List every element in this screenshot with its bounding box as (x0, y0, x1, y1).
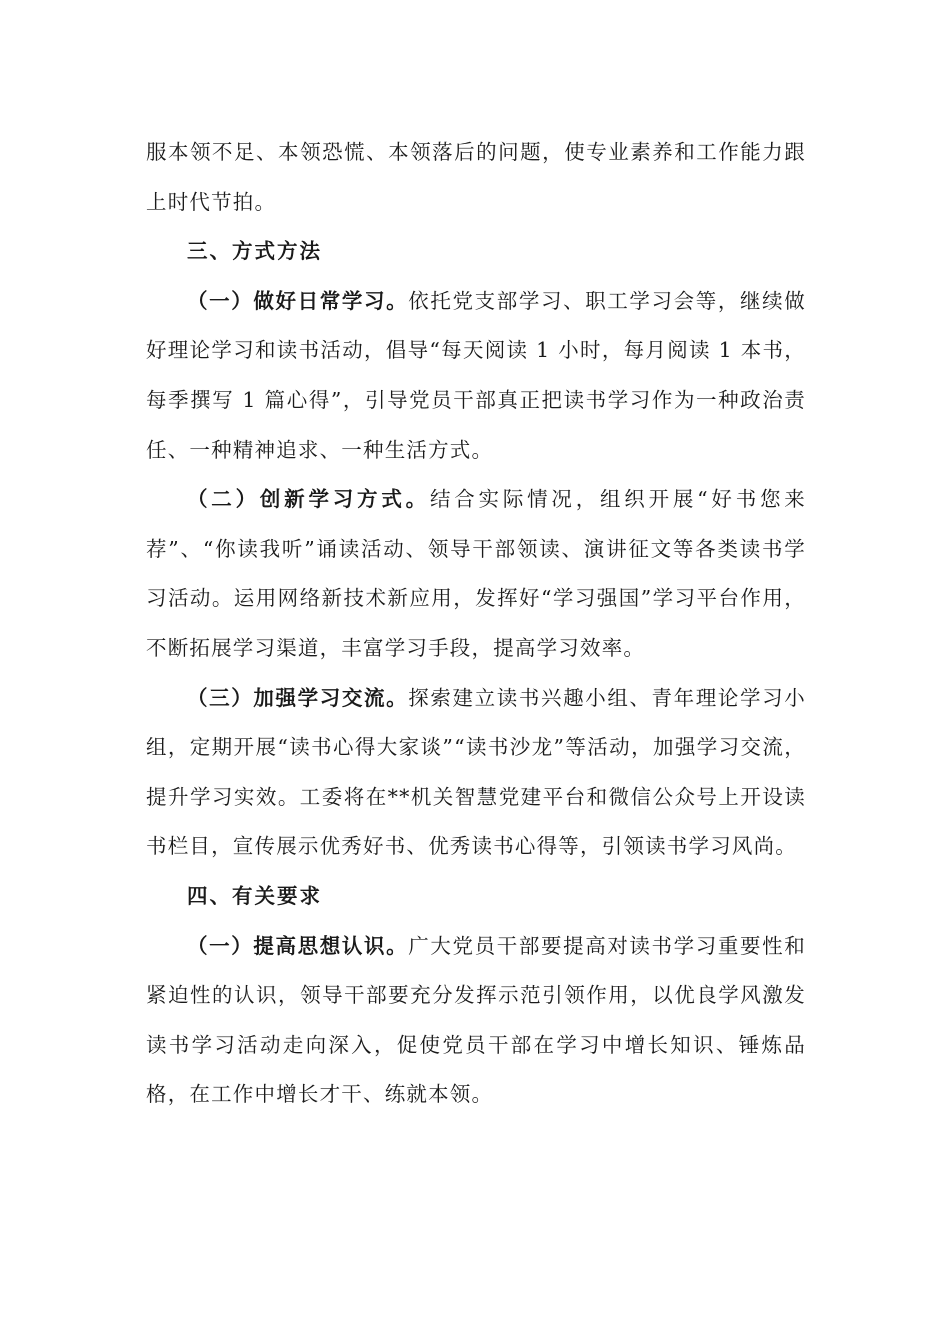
paragraph-innovate-study (146, 475, 806, 673)
document-body (146, 128, 806, 1120)
paragraph-raise-awareness (146, 922, 806, 1120)
section-heading-methods: 三、方式方法 (187, 239, 322, 264)
section-heading-requirements: 四、有关要求 (187, 883, 322, 908)
item-text-innovate-study: 结合实际情况，组织开展“好书您来荐”、“你读我听”诵读活动、领导干部领读、演讲征文等各类读书学习活动。运用网络新技术新应用，发挥好“学习强国”学习平台作用，不断拓展学习渠道，丰富学习手段，提高学习效率。 (146, 487, 807, 660)
paragraph-daily-study (146, 277, 806, 475)
item-lead-study-exchange: （三）加强学习交流。 (187, 685, 409, 710)
item-lead-innovate-study: （二）创新学习方式。 (187, 487, 430, 512)
item-lead-raise-awareness: （一）提高思想认识。 (187, 933, 409, 958)
item-text-raise-awareness: 广大党员干部要提高对读书学习重要性和紧迫性的认识，领导干部要充分发挥示范引领作用，以优良学风激发读书学习活动走向深入，促使党员干部在学习中增长知识、锤炼品格，在工作中增长才干、练就本领。 (146, 933, 806, 1107)
item-text-daily-study: 依托党支部学习、职工学习会等，继续做好理论学习和读书活动，倡导“每天阅读 1 小时，每月阅读 1 本书，每季撰写 1 篇心得”，引导党员干部真正把读书学习作为一种政治责任、一种精神追求、一种生活方式。 (146, 288, 806, 462)
item-lead-daily-study: （一）做好日常学习。 (187, 288, 409, 313)
item-text-study-exchange: 探索建立读书兴趣小组、青年理论学习小组，定期开展“读书心得大家谈”“读书沙龙”等活动，加强学习交流，提升学习实效。工委将在**机关智慧党建平台和微信公众号上开设读书栏目，宣传展示优秀好书、优秀读书心得等，引领读书学习风尚。 (146, 685, 806, 859)
paragraph-continuation: 服本领不足、本领恐慌、本领落后的问题，使专业素养和工作能力跟上时代节拍。 (146, 140, 806, 214)
paragraph-study-exchange (146, 674, 806, 872)
